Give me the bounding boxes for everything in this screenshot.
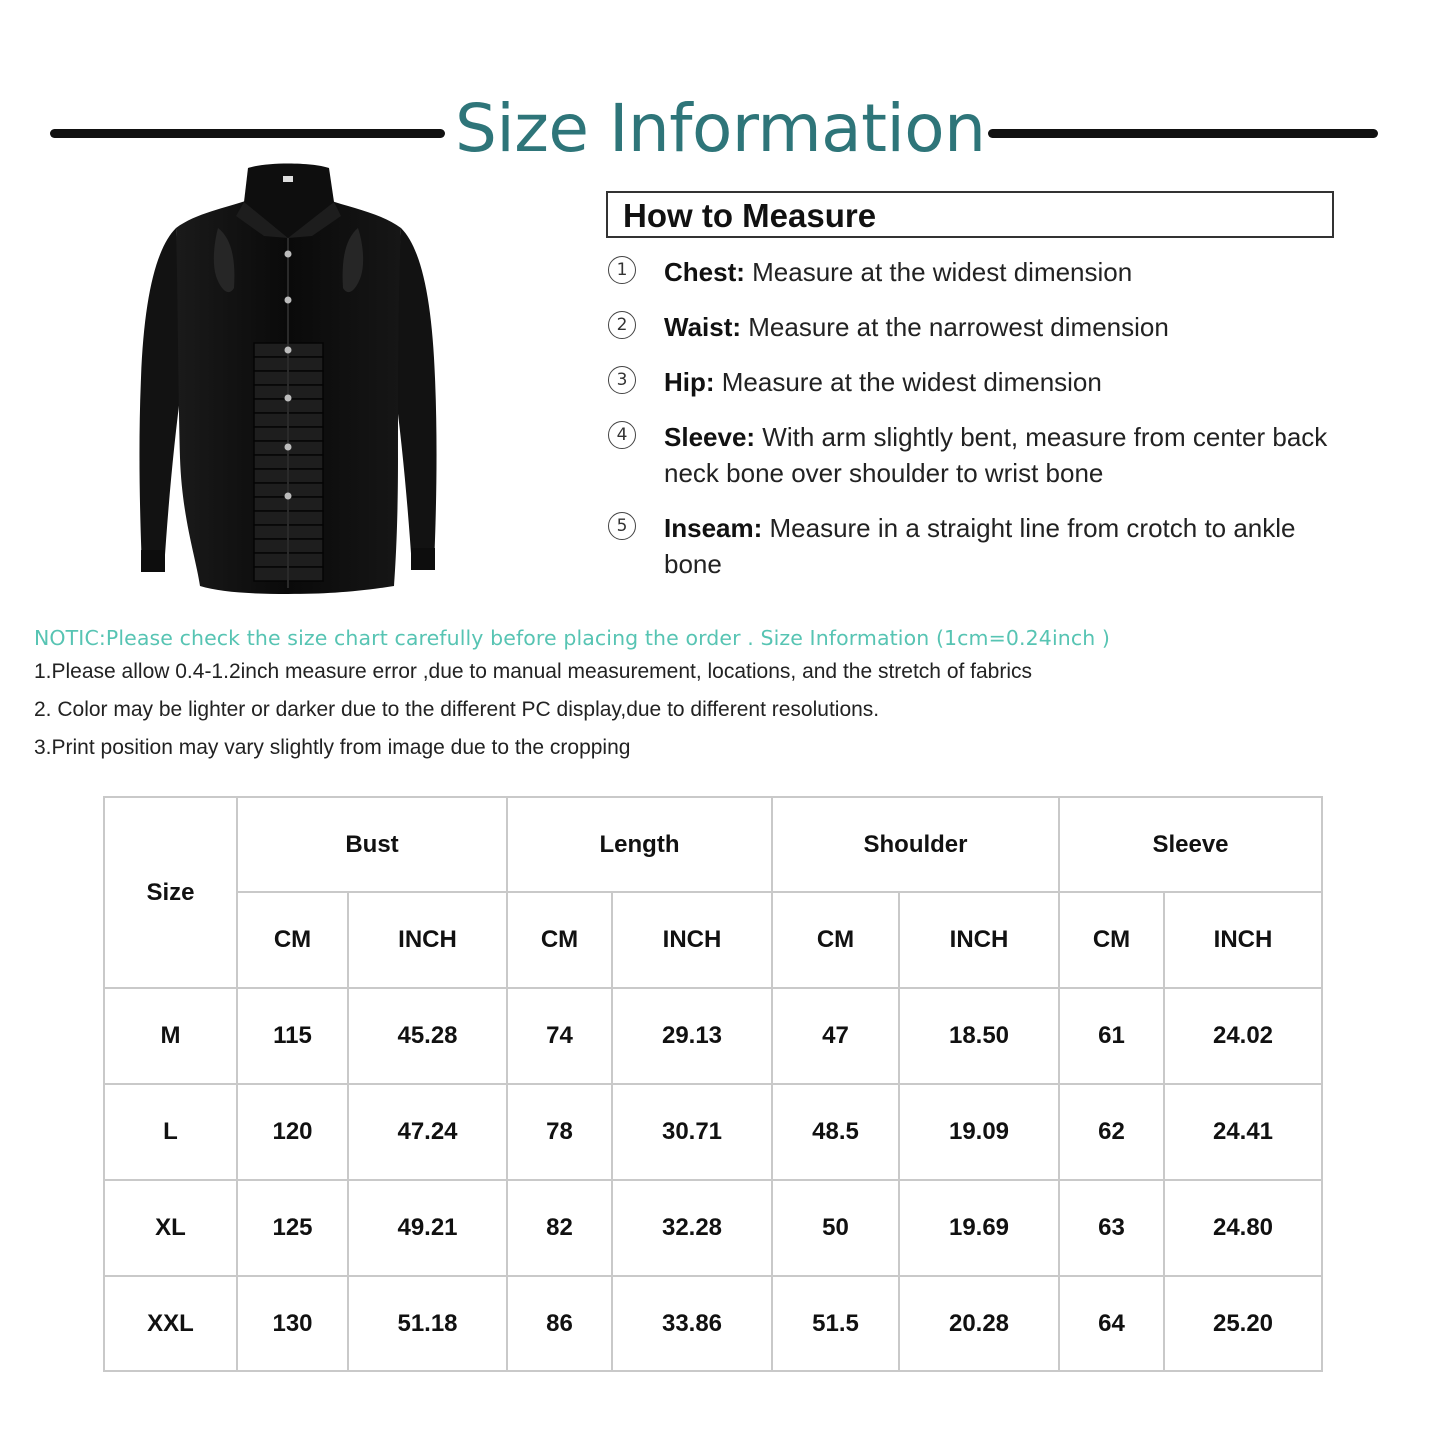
table-cell: 45.28 — [348, 988, 507, 1084]
table-row — [104, 988, 1322, 1084]
table-cell: 130 — [237, 1276, 348, 1371]
step-label: Sleeve: — [664, 422, 756, 452]
table-cell: 115 — [237, 988, 348, 1084]
unit-header: INCH — [612, 892, 772, 988]
table-cell: 64 — [1059, 1276, 1164, 1371]
table-row — [104, 1276, 1322, 1371]
size-label: XL — [104, 1180, 237, 1276]
note-line: 2. Color may be lighter or darker due to the different PC display,due to different resolutions. — [34, 698, 880, 721]
table-cell: 24.41 — [1164, 1084, 1322, 1180]
table-cell: 51.18 — [348, 1276, 507, 1371]
step-description: With arm slightly bent, measure from center back neck bone over shoulder to wrist bone — [664, 422, 1328, 488]
unit-header: CM — [1059, 892, 1164, 988]
table-cell: 19.09 — [899, 1084, 1059, 1180]
table-cell: 78 — [507, 1084, 612, 1180]
table-cell: 47.24 — [348, 1084, 507, 1180]
size-label: L — [104, 1084, 237, 1180]
group-header-bust: Bust — [237, 797, 507, 892]
table-cell: 74 — [507, 988, 612, 1084]
table-cell: 62 — [1059, 1084, 1164, 1180]
step-description: Measure in a straight line from crotch to ankle bone — [664, 513, 1296, 579]
table-unit-row — [104, 892, 1322, 988]
size-label: M — [104, 988, 237, 1084]
note-line: 3.Print position may vary slightly from image due to the cropping — [34, 736, 631, 759]
note-line: 1.Please allow 0.4-1.2inch measure error ,due to manual measurement, locations, and the stretch of fabrics — [34, 660, 1033, 683]
table-cell: 51.5 — [772, 1276, 899, 1371]
unit-header: INCH — [348, 892, 507, 988]
step-description: Measure at the widest dimension — [714, 367, 1102, 397]
table-cell: 24.02 — [1164, 988, 1322, 1084]
table-cell: 49.21 — [348, 1180, 507, 1276]
notice-text: NOTIC:Please check the size chart carefully before placing the order . Size Information (1cm=0.24inch ) — [34, 626, 1111, 650]
size-column-header: Size — [104, 797, 237, 988]
table-row — [104, 1180, 1322, 1276]
group-header-length: Length — [507, 797, 772, 892]
table-cell: 19.69 — [899, 1180, 1059, 1276]
page-title: Size Information — [455, 90, 986, 167]
step-number: 2 — [608, 311, 636, 339]
table-cell: 24.80 — [1164, 1180, 1322, 1276]
unit-header: CM — [507, 892, 612, 988]
table-cell: 25.20 — [1164, 1276, 1322, 1371]
black-ruffle-shirt-image — [136, 158, 441, 598]
step-description: Measure at the narrowest dimension — [741, 312, 1169, 342]
unit-header: CM — [772, 892, 899, 988]
table-cell: 33.86 — [612, 1276, 772, 1371]
unit-header: CM — [237, 892, 348, 988]
step-number: 4 — [608, 421, 636, 449]
table-cell: 18.50 — [899, 988, 1059, 1084]
table-cell: 63 — [1059, 1180, 1164, 1276]
table-cell: 32.28 — [612, 1180, 772, 1276]
group-header-shoulder: Shoulder — [772, 797, 1059, 892]
size-label: XXL — [104, 1276, 237, 1371]
table-cell: 120 — [237, 1084, 348, 1180]
table-cell: 30.71 — [612, 1084, 772, 1180]
table-cell: 61 — [1059, 988, 1164, 1084]
step-label: Inseam: — [664, 513, 763, 543]
step-number: 3 — [608, 366, 636, 394]
how-to-measure-header — [606, 191, 1334, 238]
size-chart-table — [103, 796, 1323, 1372]
table-row — [104, 1084, 1322, 1180]
table-cell: 47 — [772, 988, 899, 1084]
table-cell: 82 — [507, 1180, 612, 1276]
table-cell: 86 — [507, 1276, 612, 1371]
unit-header: INCH — [899, 892, 1059, 988]
table-cell: 48.5 — [772, 1084, 899, 1180]
step-number: 5 — [608, 512, 636, 540]
step-description: Measure at the widest dimension — [744, 257, 1133, 287]
table-cell: 29.13 — [612, 988, 772, 1084]
step-label: Hip: — [664, 367, 715, 397]
table-header-row — [104, 797, 1322, 892]
step-number: 1 — [608, 256, 636, 284]
title-rule-right — [988, 129, 1378, 138]
how-to-measure-title: How to Measure — [623, 197, 877, 234]
group-header-sleeve: Sleeve — [1059, 797, 1322, 892]
step-label: Chest: — [664, 257, 745, 287]
unit-header: INCH — [1164, 892, 1322, 988]
step-label: Waist: — [664, 312, 742, 342]
table-cell: 125 — [237, 1180, 348, 1276]
table-cell: 50 — [772, 1180, 899, 1276]
table-cell: 20.28 — [899, 1276, 1059, 1371]
title-rule-left — [50, 129, 445, 138]
